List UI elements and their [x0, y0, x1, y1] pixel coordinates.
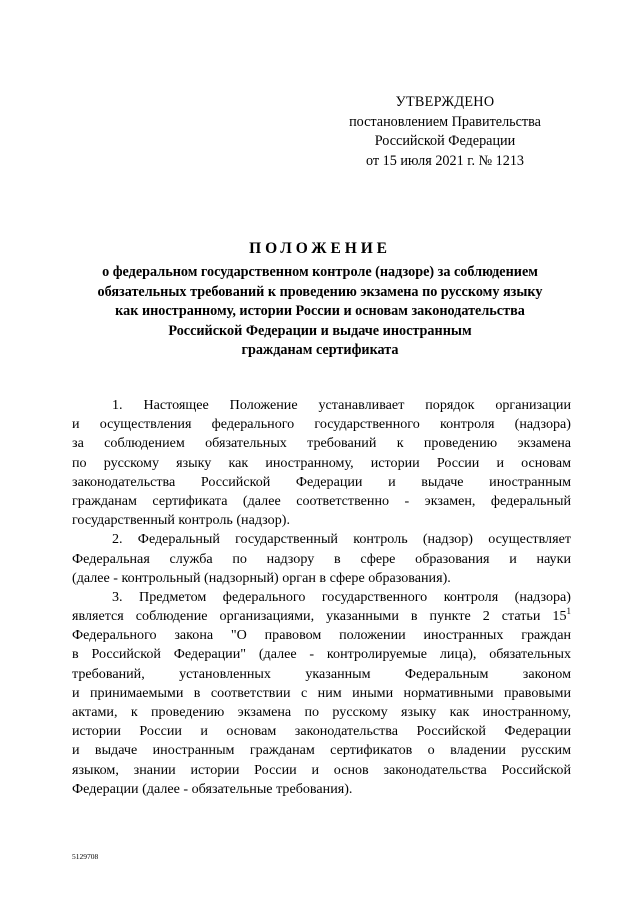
text-line: (далее - контрольный (надзорный) орган в сфере образования).: [72, 569, 451, 586]
approval-date-number: от 15 июля 2021 г. № 1213: [365, 152, 525, 169]
footnote-superscript: 1: [566, 606, 571, 617]
document-id: 5129708: [72, 852, 99, 861]
text-line: истории России и основам законодательства Российской Федерации: [72, 723, 571, 740]
paragraph-3: [72, 588, 571, 799]
document-body: [72, 396, 571, 799]
text-line: за соблюдением обязательных требований к проведению экзамена: [72, 435, 571, 452]
subtitle-line: Российской Федерации и выдаче иностранным: [168, 322, 472, 339]
document-title: ПОЛОЖЕНИЕ: [249, 240, 391, 257]
text-line: Федеральная служба по надзору в сфере образования и науки: [72, 550, 571, 567]
document-subtitle: [60, 263, 580, 361]
subtitle-line: о федеральном государственном контроле (надзоре) за соблюдением: [102, 264, 538, 280]
text-line: гражданам сертификата (далее соответственно - экзамен, федеральный: [72, 492, 571, 509]
text-line: законодательства Российской Федерации и выдаче иностранным: [72, 473, 571, 490]
subtitle-line: гражданам сертификата: [241, 342, 399, 358]
text-line: Федерации (далее - обязательные требования).: [72, 780, 353, 797]
text-line: языком, знании истории России и основ законодательства Российской: [72, 761, 571, 778]
text-line: по русскому языку как иностранному, истории России и основам: [72, 454, 571, 471]
text-line: 2. Федеральный государственный контроль (надзор) осуществляет: [112, 531, 571, 548]
text-line: Федерального закона "О правовом положении иностранных граждан: [72, 627, 571, 644]
approval-line: постановлением Правительства: [349, 113, 541, 130]
text-line: 1. Настоящее Положение устанавливает порядок организации: [112, 397, 571, 413]
text-line: в Российской Федерации" (далее - контролируемые лица), обязательных: [72, 646, 571, 663]
paragraph-1: [72, 396, 571, 530]
subtitle-line: обязательных требований к проведению экзамена по русскому языку: [97, 283, 543, 300]
text-line: и осуществления федерального государственного контроля (надзора): [72, 416, 571, 433]
text-fragment: является соблюдение организациями, указанными в пункте 2 статьи 15: [72, 608, 567, 625]
text-line: 3. Предметом федерального государственного контроля (надзора): [112, 588, 571, 605]
approval-line: Российской Федерации: [374, 133, 516, 149]
text-line: и принимаемыми в соответствии с ним иными нормативными правовыми: [72, 684, 571, 701]
text-line: и выдаче иностранным гражданам сертификатов о владении русским: [72, 742, 571, 759]
paragraph-2: [72, 530, 571, 588]
text-line: актами, к проведению экзамена по русскому языку как иностранному,: [72, 704, 571, 720]
subtitle-line: как иностранному, истории России и основам законодательства: [115, 303, 525, 319]
text-line: [72, 607, 571, 626]
text-line: государственный контроль (надзор).: [72, 512, 290, 529]
approval-block: [320, 93, 570, 171]
approval-stamp: УТВЕРЖДЕНО: [395, 94, 495, 110]
text-line: требований, установленных указанным Федеральным законом: [72, 665, 571, 682]
